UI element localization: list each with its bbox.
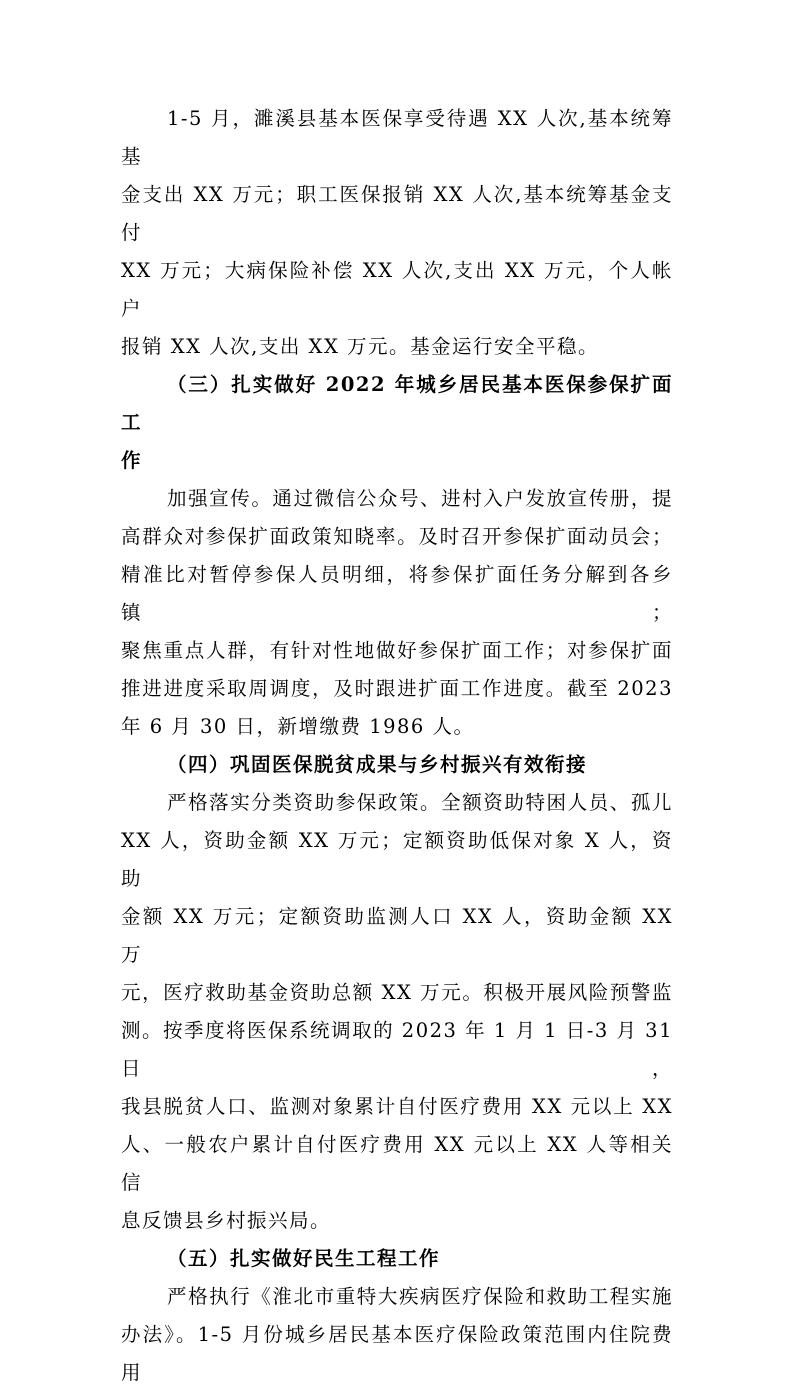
text-line: 严格落实分类资助参保政策。全额资助特困人员、孤儿 — [167, 791, 673, 814]
text-line: 聚焦重点人群，有针对性地做好参保扩面工作；对参保扩面 — [121, 639, 673, 662]
text-line: 精准比对暂停参保人员明细，将参保扩面任务分解到各乡镇； — [121, 563, 673, 624]
text-line: （三）扎实做好 2022 年城乡居民基本医保参保扩面工 — [121, 373, 673, 434]
text-line: 办法》。1-5 月份城乡居民基本医疗保险政策范围内住院费用 — [121, 1323, 673, 1384]
text-line: 作 — [121, 449, 143, 472]
section-heading-3 — [121, 366, 673, 480]
text-line: 测。按季度将医保系统调取的 2023 年 1 月 1 日-3 月 31 日， — [121, 1019, 673, 1080]
paragraph-fund-expenditure — [121, 100, 673, 366]
text-line: 高群众对参保扩面政策知晓率。及时召开参保扩面动员会； — [121, 525, 673, 548]
paragraph-livelihood-project — [121, 1278, 673, 1392]
text-line: 元，医疗救助基金资助总额 XX 万元。积极开展风险预警监 — [121, 981, 673, 1004]
text-line: 金支出 XX 万元；职工医保报销 XX 人次,基本统筹基金支付 — [121, 183, 673, 244]
text-line: 金额 XX 万元；定额资助监测人口 XX 人，资助金额 XX 万 — [121, 905, 673, 966]
text-line: XX 人，资助金额 XX 万元；定额资助低保对象 X 人，资助 — [121, 829, 673, 890]
text-line: 报销 XX 人次,支出 XX 万元。基金运行安全平稳。 — [121, 335, 600, 358]
text-line: 人、一般农户累计自付医疗费用 XX 元以上 XX 人等相关信 — [121, 1133, 673, 1194]
paragraph-poverty-alleviation — [121, 784, 673, 1240]
text-line: 年 6 月 30 日，新增缴费 1986 人。 — [121, 715, 475, 738]
text-line: 1-5 月，濉溪县基本医保享受待遇 XX 人次,基本统筹基 — [121, 107, 673, 168]
section-heading-5: （五）扎实做好民生工程工作 — [167, 1247, 441, 1270]
text-line: 加强宣传。通过微信公众号、进村入户发放宣传册，提 — [167, 487, 673, 510]
paragraph-enrollment-expansion — [121, 480, 673, 746]
text-line: 推进进度采取周调度，及时跟进扩面工作进度。截至 2023 — [121, 677, 673, 700]
section-heading-4: （四）巩固医保脱贫成果与乡村振兴有效衔接 — [167, 753, 588, 776]
text-line: XX 万元；大病保险补偿 XX 人次,支出 XX 万元，个人帐户 — [121, 259, 673, 320]
text-line: 息反馈县乡村振兴局。 — [121, 1209, 332, 1232]
text-line: 严格执行《淮北市重特大疾病医疗保险和救助工程实施 — [167, 1285, 673, 1308]
document-body — [121, 100, 673, 1392]
text-line: 我县脱贫人口、监测对象累计自付医疗费用 XX 元以上 XX — [121, 1095, 673, 1118]
